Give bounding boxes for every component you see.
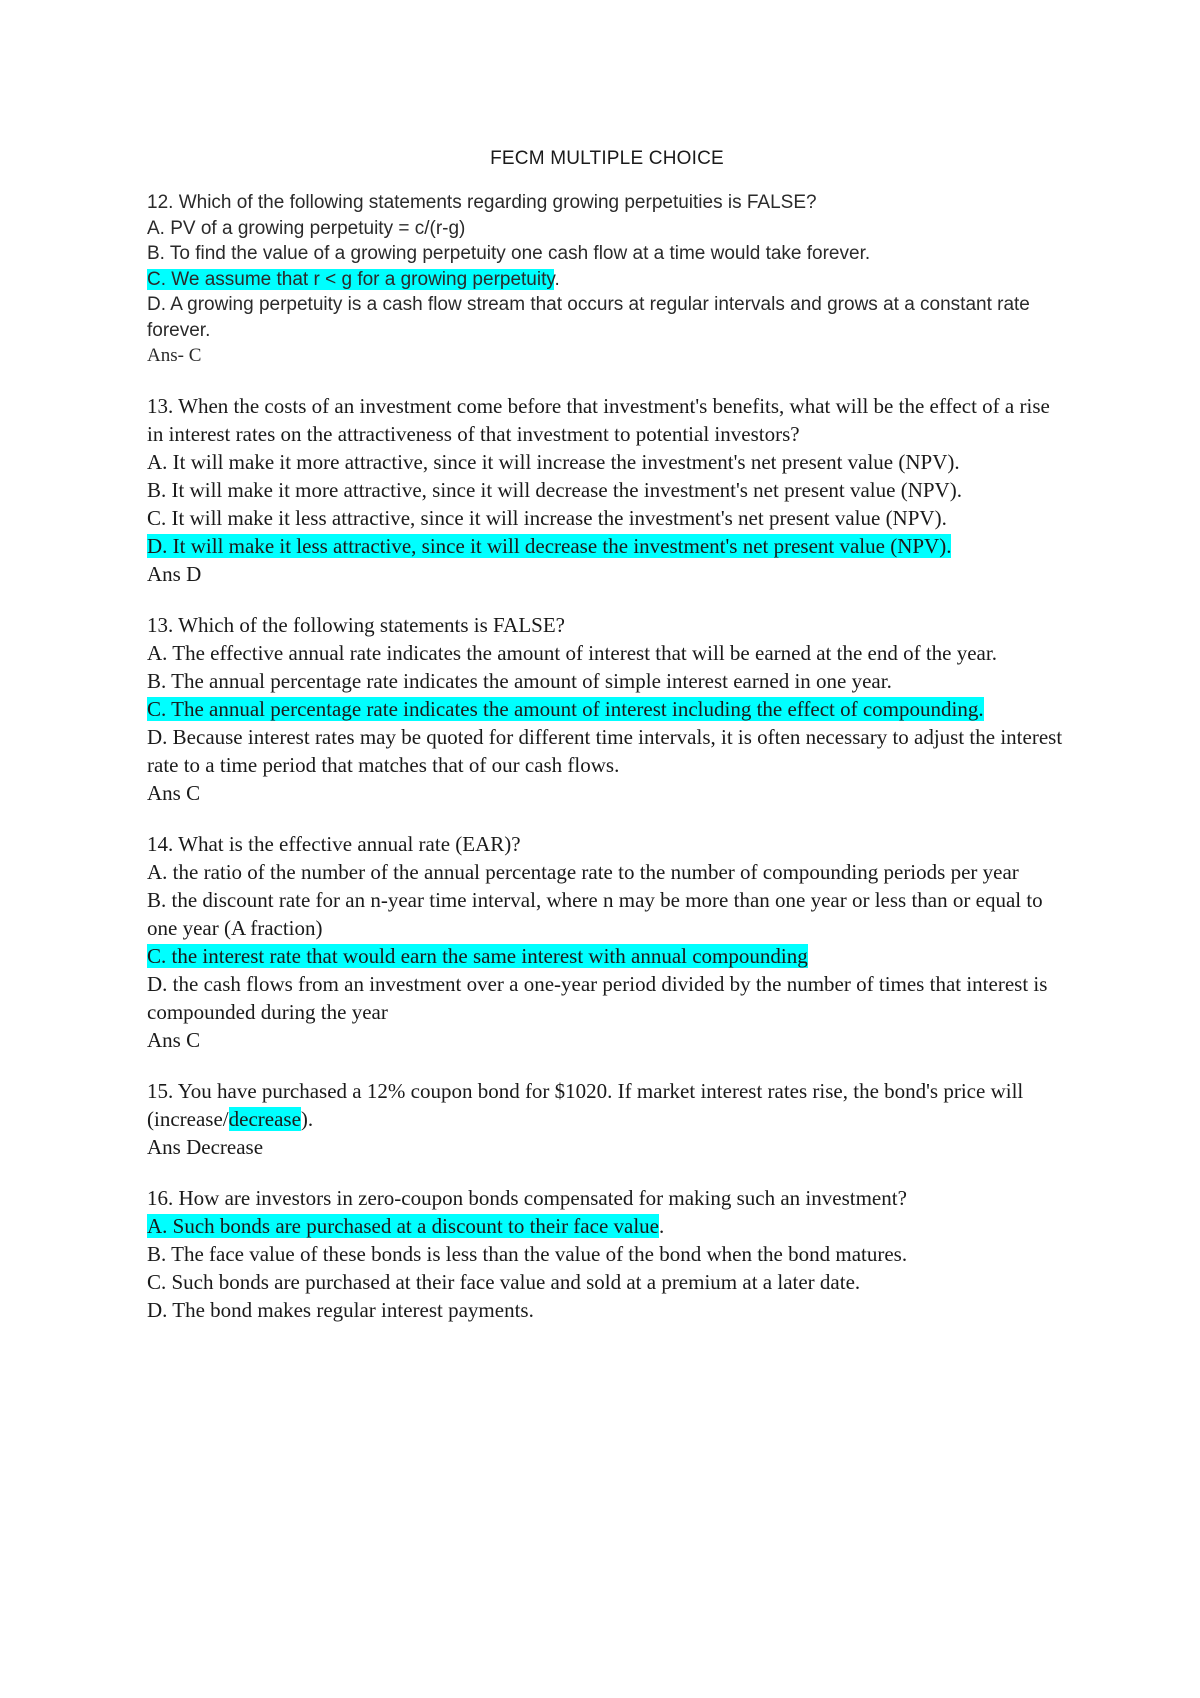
option-a: A. the ratio of the number of the annual percentage rate to the number of compounding periods per year: [147, 859, 1019, 884]
document-page: [147, 148, 1067, 1347]
answer-line: Ans D: [147, 561, 202, 586]
option-c-correct: [147, 695, 1067, 723]
question-stem: 16. How are investors in zero-coupon bonds compensated for making such an investment?: [147, 1185, 907, 1210]
question-stem: 14. What is the effective annual rate (EAR)?: [147, 831, 521, 856]
option-d: D. the cash flows from an investment over a one-year period divided by the number of times that interest is compounded during the year: [147, 971, 1048, 1024]
option-d: D. A growing perpetuity is a cash flow stream that occurs at regular intervals and grows at a constant rate forever.: [147, 294, 1030, 341]
option-b: B. The annual percentage rate indicates the amount of simple interest earned in one year.: [147, 668, 892, 693]
option-a: A. PV of a growing perpetuity = c/(r-g): [147, 217, 466, 239]
answer-highlight: D. It will make it less attractive, since it will decrease the investment's net present value (NPV).: [147, 533, 952, 558]
option-c-correct: [147, 267, 1067, 293]
question-15: [147, 1077, 1067, 1161]
question-13-apr: [147, 611, 1067, 807]
question-stem: [147, 1077, 1067, 1133]
option-c: C. It will make it less attractive, since it will increase the investment's net present value (NPV).: [147, 505, 947, 530]
option-c: C. Such bonds are purchased at their face value and sold at a premium at a later date.: [147, 1269, 861, 1294]
answer-highlight: C. The annual percentage rate indicates the amount of interest including the effect of compounding.: [147, 696, 984, 721]
answer-highlight: A. Such bonds are purchased at a discount to their face value: [147, 1213, 659, 1238]
question-13-npv: [147, 392, 1067, 588]
stem-after: ).: [300, 1106, 314, 1131]
option-a-correct: [147, 1212, 1067, 1240]
question-12: [147, 190, 1067, 369]
option-c-correct: [147, 942, 1067, 970]
option-d-correct: [147, 532, 1067, 560]
option-c-trail: .: [554, 268, 560, 290]
answer-line: Ans C: [147, 1027, 201, 1052]
option-b: B. The face value of these bonds is less than the value of the bond when the bond matures.: [147, 1241, 908, 1266]
option-d: D. The bond makes regular interest payments.: [147, 1297, 534, 1322]
option-a: A. It will make it more attractive, since it will increase the investment's net present value (NPV).: [147, 449, 960, 474]
question-stem: 13. When the costs of an investment come before that investment's benefits, what will be the effect of a rise in interest rates on the attractiveness of that investment to potential investors?: [147, 393, 1050, 446]
answer-highlight: decrease: [228, 1106, 301, 1131]
option-d: D. Because interest rates may be quoted for different time intervals, it is often necessary to adjust the interest rate to a time period that matches that of our cash flows.: [147, 724, 1063, 777]
stem-before: 15. You have purchased a 12% coupon bond for $1020. If market interest rates rise, the bond's price will (increase/: [147, 1078, 1024, 1131]
option-a: A. The effective annual rate indicates the amount of interest that will be earned at the end of the year.: [147, 640, 997, 665]
answer-line: Ans- C: [147, 345, 202, 366]
question-stem: 12. Which of the following statements regarding growing perpetuities is FALSE?: [147, 192, 817, 213]
document-title: FECM MULTIPLE CHOICE: [490, 148, 724, 169]
option-b: B. the discount rate for an n-year time interval, where n may be more than one year or less than or equal to one year (A fraction): [147, 887, 1043, 940]
question-16: [147, 1184, 1067, 1324]
answer-line: Ans Decrease: [147, 1134, 264, 1159]
question-14: [147, 830, 1067, 1054]
option-b: B. It will make it more attractive, since it will decrease the investment's net present value (NPV).: [147, 477, 962, 502]
answer-highlight: C. We assume that r < g for a growing perpetuity: [147, 268, 555, 290]
question-stem: 13. Which of the following statements is FALSE?: [147, 612, 566, 637]
answer-highlight: C. the interest rate that would earn the same interest with annual compounding: [147, 943, 808, 968]
option-a-trail: .: [659, 1213, 665, 1238]
option-b: B. To find the value of a growing perpetuity one cash flow at a time would take forever.: [147, 243, 871, 264]
answer-line: Ans C: [147, 780, 201, 805]
